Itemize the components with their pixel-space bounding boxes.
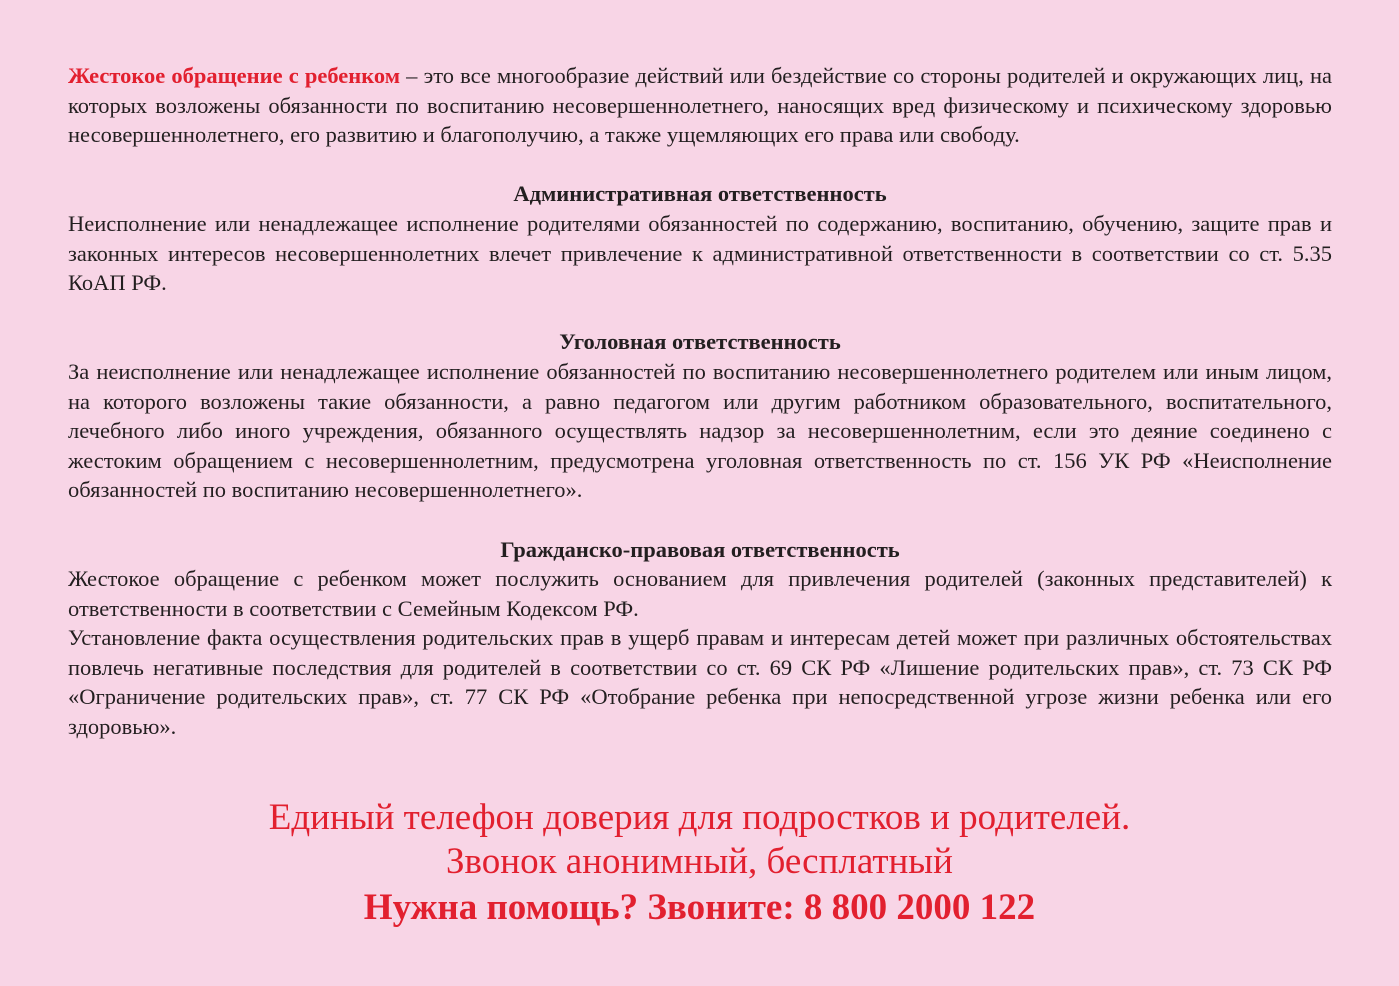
intro-term: Жестокое обращение с ребенком (68, 63, 401, 88)
section-paragraph: Неисполнение или ненадлежащее исполнение родителями обязанностей по содержанию, воспитанию, обучению, защите прав и законных интересов несовершеннолетних влечет привлечение к административной ответственности в соответствии со ст. 5.35 КоАП РФ. (68, 210, 1332, 296)
document-body (68, 61, 1332, 742)
section-administrative (68, 179, 1332, 297)
section-heading: Уголовная ответственность (559, 329, 841, 355)
hotline-title: Единый телефон доверия для подростков и родителей. (268, 797, 1131, 838)
hotline-phone: Нужна помощь? Звоните: 8 800 2000 122 (363, 887, 1036, 928)
section-heading: Гражданско-правовая ответственность (500, 536, 900, 562)
intro-text: – это все многообразие действий или бездействие со стороны родителей и окружающих лиц, на которых возложены обязанности по воспитанию несовершеннолетнего, наносящих вред физическому и психическому здоровью несовершеннолетнего, его развитию и благополучию, а также ущемляющих его права или свободу. (68, 63, 1332, 148)
intro-paragraph (68, 61, 1332, 150)
section-civil (68, 535, 1332, 742)
section-paragraph: Установление факта осуществления родительских прав в ущерб правам и интересам детей может при различных обстоятельствах повлечь негативные последствия для родителей в соответствии со ст. 69 СК РФ «Лишение родительских прав», ст. 73 СК РФ «Ограничение родительских прав», ст. 77 СК РФ «Отобрание ребенка при непосредственной угрозе жизни ребенка или его здоровью». (68, 625, 1332, 740)
section-paragraph: За неисполнение или ненадлежащее исполнение обязанностей по воспитанию несовершеннолетнего родителем или иным лицом, на которого возложены такие обязанности, а равно педагогом или другим работником образовательного, воспитательного, лечебного либо иного учреждения, обязанного осуществлять надзор за несовершеннолетним, если это деяние соединено с жестоким обращением с несовершеннолетним, предусмотрена уголовная ответственность по ст. 156 УК РФ «Неисполнение обязанностей по воспитанию несовершеннолетнего». (68, 358, 1332, 503)
section-paragraph: Жестокое обращение с ребенком может послужить основанием для привлечения родителей (законных представителей) к ответственности в соответствии с Семейным Кодексом РФ. (68, 566, 1332, 621)
hotline-block (0, 796, 1399, 932)
hotline-subtitle: Звонок анонимный, бесплатный (446, 841, 953, 882)
section-heading: Административная ответственность (513, 181, 887, 207)
section-criminal (68, 327, 1332, 505)
